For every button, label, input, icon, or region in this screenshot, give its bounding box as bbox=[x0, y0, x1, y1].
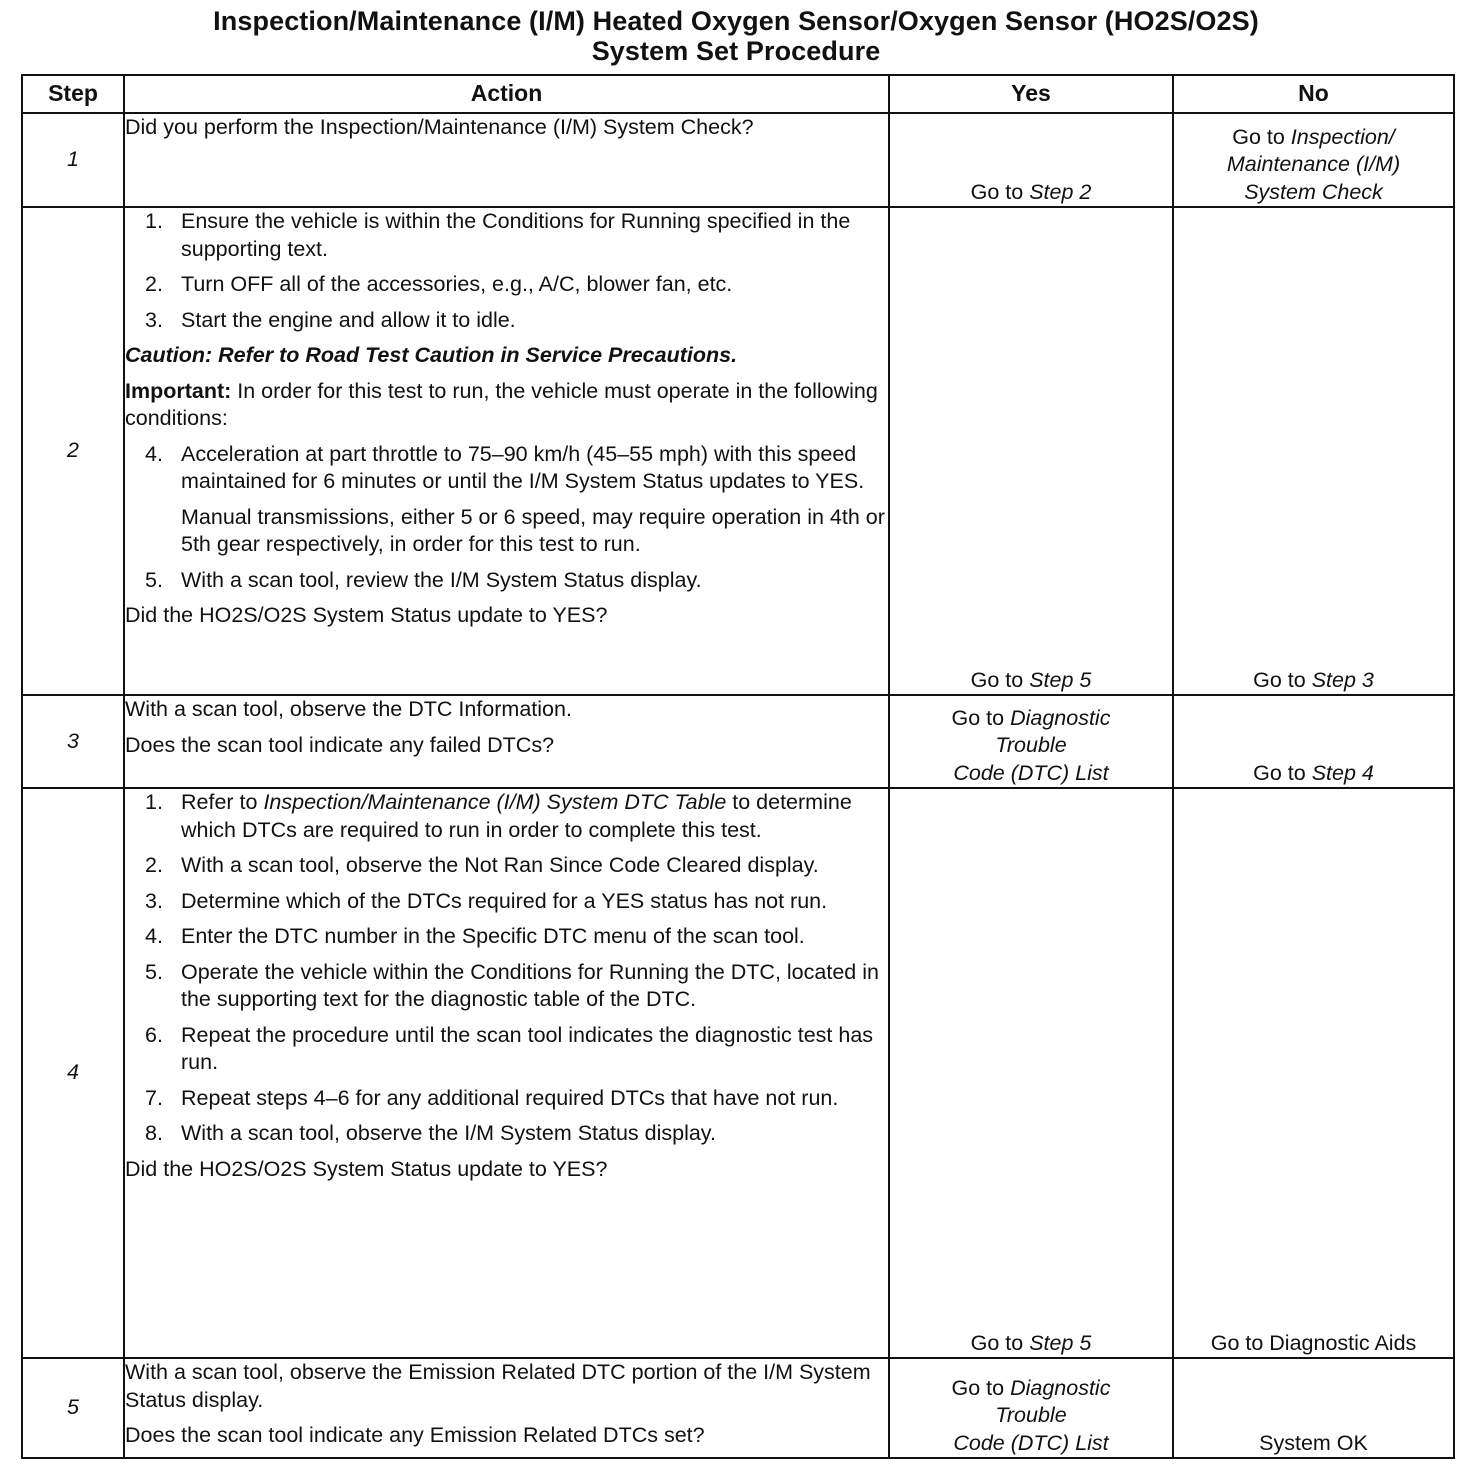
step-number: 4 bbox=[22, 788, 124, 1358]
transmission-note: Manual transmissions, either 5 or 6 speed, may require operation in 4th or 5th gear respectively, in order for this test to run. bbox=[181, 504, 885, 556]
no-cell bbox=[1173, 207, 1454, 695]
no-link-line-3[interactable]: System Check bbox=[1244, 179, 1383, 204]
important-note: Important: In order for this test to run, the vehicle must operate in the following conditions: bbox=[125, 378, 878, 430]
yes-cell bbox=[889, 695, 1173, 788]
yes-link-step-5[interactable]: Step 5 bbox=[1029, 1330, 1092, 1355]
yes-prefix: Go to bbox=[951, 705, 1011, 730]
list-item: 7. Repeat steps 4–6 for any additional required DTCs that have not run. bbox=[145, 1085, 839, 1110]
title-line-1: Inspection/Maintenance (I/M) Heated Oxygen Sensor/Oxygen Sensor (HO2S/O2S) bbox=[213, 6, 1259, 36]
step-number: 1 bbox=[22, 113, 124, 207]
yes-link-line-3[interactable]: Code (DTC) List bbox=[953, 760, 1109, 785]
list-item: 6. Repeat the procedure until the scan tool indicates the diagnostic test has run. bbox=[145, 1022, 874, 1074]
yes-prefix: Go to bbox=[970, 1330, 1030, 1355]
yes-prefix: Go to bbox=[970, 179, 1030, 204]
action-cell bbox=[124, 113, 889, 207]
header-step: Step bbox=[22, 75, 124, 113]
yes-link-line-1[interactable]: Diagnostic bbox=[1010, 705, 1111, 730]
step-number: 2 bbox=[22, 207, 124, 695]
list-item: 2. Turn OFF all of the accessories, e.g., A/C, blower fan, etc. bbox=[145, 272, 733, 296]
no-link-diagnostic-aids[interactable]: Go to Diagnostic Aids bbox=[1210, 1330, 1417, 1355]
list-item: 4. Acceleration at part throttle to 75–90 km/h (45–55 mph) with this speed maintained for 6 minutes or until the I/M System Status updates to YES. bbox=[145, 441, 865, 493]
list-item: 8. With a scan tool, observe the I/M System Status display. bbox=[145, 1121, 716, 1145]
page-title bbox=[0, 6, 1472, 66]
header-row bbox=[22, 75, 1454, 113]
list-item: 4. Enter the DTC number in the Specific DTC menu of the scan tool. bbox=[145, 924, 805, 948]
header-no: No bbox=[1173, 75, 1454, 113]
question-text: Did you perform the Inspection/Maintenance (I/M) System Check? bbox=[125, 115, 754, 139]
question-text: Did the HO2S/O2S System Status update to YES? bbox=[125, 1156, 608, 1181]
no-cell bbox=[1173, 1358, 1454, 1458]
yes-prefix: Go to bbox=[951, 1375, 1011, 1400]
yes-link-line-2[interactable]: Trouble bbox=[995, 733, 1067, 757]
question-text: Does the scan tool indicate any failed DTCs? bbox=[125, 732, 555, 757]
action-list bbox=[125, 567, 888, 595]
list-item: 3. Start the engine and allow it to idle. bbox=[145, 307, 516, 332]
yes-cell bbox=[889, 1358, 1173, 1458]
yes-cell bbox=[889, 113, 1173, 207]
dtc-table-link[interactable]: Inspection/Maintenance (I/M) System DTC Table bbox=[263, 790, 727, 814]
no-cell bbox=[1173, 788, 1454, 1358]
table-row-step-2 bbox=[22, 207, 1454, 695]
yes-link-line-3[interactable]: Code (DTC) List bbox=[953, 1430, 1109, 1455]
no-prefix: Go to bbox=[1253, 760, 1312, 785]
action-cell bbox=[124, 207, 889, 695]
procedure-table bbox=[21, 74, 1455, 1459]
yes-cell bbox=[889, 788, 1173, 1358]
yes-prefix: Go to bbox=[970, 667, 1030, 692]
table-row-step-5 bbox=[22, 1358, 1454, 1458]
no-link-line-2[interactable]: Maintenance (I/M) bbox=[1226, 152, 1401, 176]
yes-link-step-5[interactable]: Step 5 bbox=[1029, 667, 1092, 692]
action-cell bbox=[124, 695, 889, 788]
question-text: Does the scan tool indicate any Emission Related DTCs set? bbox=[125, 1423, 705, 1447]
no-prefix: Go to bbox=[1253, 667, 1312, 692]
action-cell bbox=[124, 788, 889, 1358]
no-cell bbox=[1173, 695, 1454, 788]
no-cell bbox=[1173, 113, 1454, 207]
header-yes: Yes bbox=[889, 75, 1173, 113]
action-list bbox=[125, 441, 888, 496]
yes-link-line-1[interactable]: Diagnostic bbox=[1010, 1375, 1111, 1400]
yes-link-line-2[interactable]: Trouble bbox=[995, 1403, 1067, 1427]
no-link-line-1[interactable]: Inspection/ bbox=[1290, 124, 1395, 149]
no-system-ok: System OK bbox=[1259, 1430, 1368, 1455]
action-text: With a scan tool, observe the DTC Information. bbox=[125, 697, 572, 721]
action-list bbox=[125, 208, 888, 334]
yes-cell bbox=[889, 207, 1173, 695]
list-item: 2. With a scan tool, observe the Not Ran Since Code Cleared display. bbox=[145, 853, 819, 877]
table-row-step-3 bbox=[22, 695, 1454, 788]
table-row-step-4 bbox=[22, 788, 1454, 1358]
list-item: 1. Ensure the vehicle is within the Conditions for Running specified in the supporting text. bbox=[145, 209, 851, 261]
action-cell bbox=[124, 1358, 889, 1458]
no-link-step-3[interactable]: Step 3 bbox=[1311, 667, 1374, 692]
action-text: With a scan tool, observe the Emission Related DTC portion of the I/M System Status display. bbox=[125, 1360, 871, 1412]
action-list bbox=[125, 789, 888, 1148]
question-text: Did the HO2S/O2S System Status update to YES? bbox=[125, 603, 608, 627]
step-number: 3 bbox=[22, 695, 124, 788]
yes-link-step-2[interactable]: Step 2 bbox=[1029, 179, 1092, 204]
list-item: 5. With a scan tool, review the I/M System Status display. bbox=[145, 567, 702, 592]
list-item: 1. Refer to Inspection/Maintenance (I/M) System DTC Table to determine which DTCs are required to run in order to complete this test. bbox=[145, 790, 852, 842]
title-line-2: System Set Procedure bbox=[591, 36, 881, 66]
header-action: Action bbox=[124, 75, 889, 113]
caution-text: Caution: Refer to Road Test Caution in Service Precautions. bbox=[125, 343, 738, 367]
list-item: 5. Operate the vehicle within the Conditions for Running the DTC, located in the supporting text for the diagnostic table of the DTC. bbox=[145, 959, 879, 1011]
no-prefix: Go to bbox=[1232, 124, 1291, 149]
step-number: 5 bbox=[22, 1358, 124, 1458]
table-row-step-1 bbox=[22, 113, 1454, 207]
list-item: 3. Determine which of the DTCs required for a YES status has not run. bbox=[145, 888, 828, 913]
no-link-step-4[interactable]: Step 4 bbox=[1311, 760, 1374, 785]
